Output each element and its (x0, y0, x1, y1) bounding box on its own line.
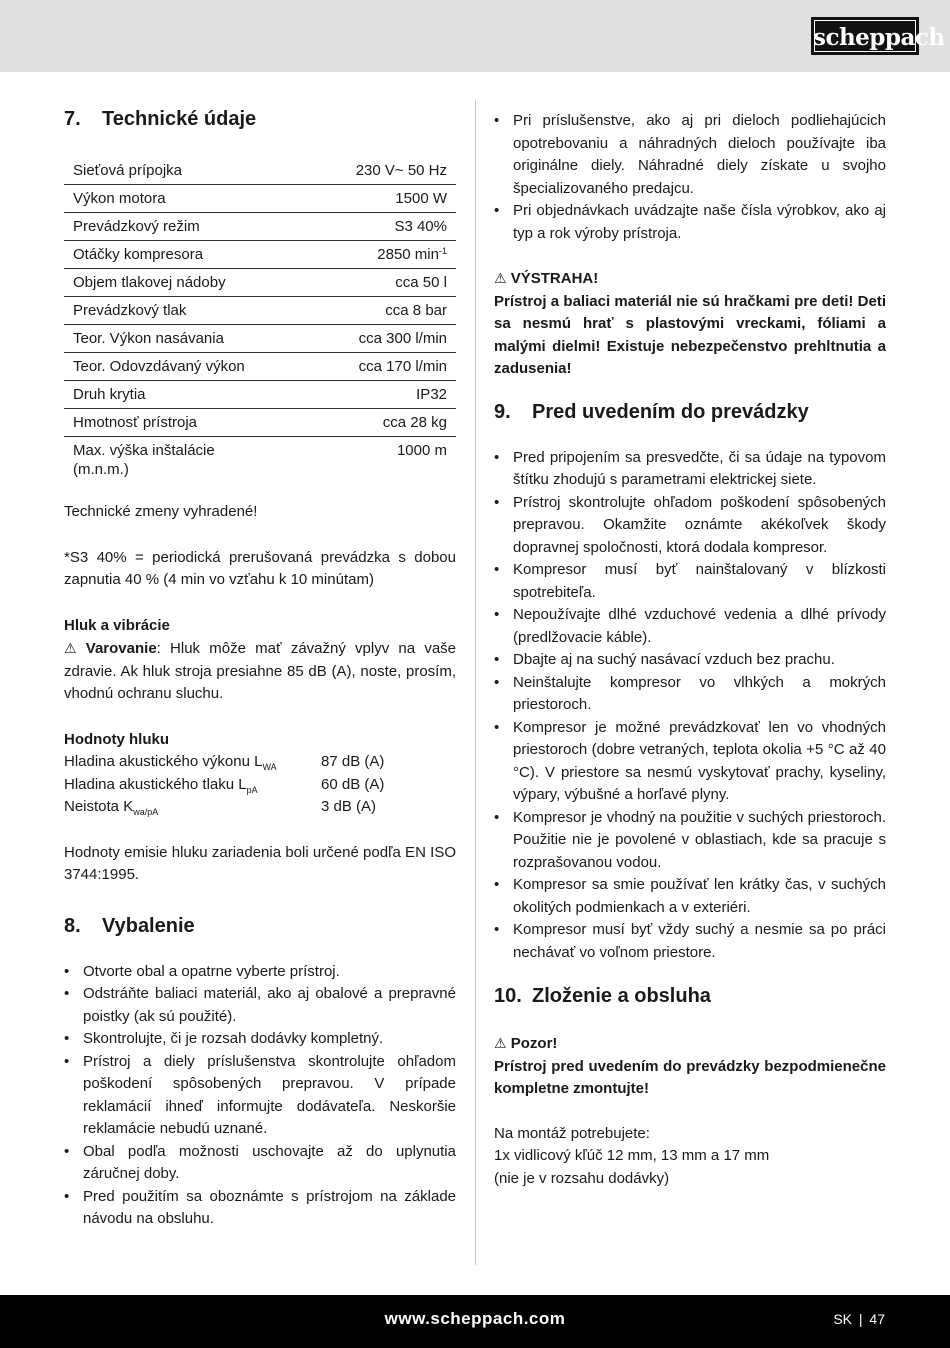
section-number: 9. (494, 400, 511, 423)
spec-table (64, 157, 456, 483)
warning-icon: ⚠ (494, 270, 507, 286)
spec-label: Hmotnosť prístroja (64, 409, 262, 437)
section-title: Vybalenie (102, 914, 195, 937)
caution-text: Prístroj pred uvedením do prevádzky bezpodmienečne kompletne zmontujte! (494, 1057, 886, 1097)
danger-warning-text: Prístroj a baliaci materiál nie sú hračkami pre deti! Deti sa nesmú hrať s plastovými vreckami, fóliami a malými dielmi! Existuje nebezpečenstvo prehltnutia a zadusenia! (494, 292, 886, 377)
spec-row (64, 325, 456, 353)
spec-row (64, 269, 456, 297)
preparation-list (494, 447, 886, 965)
warning-icon: ⚠ (494, 1035, 507, 1051)
s3-note: *S3 40% = periodická prerušovaná prevádzka s dobou zapnutia 40 % (4 min vo vzťahu k 10 minútam) (64, 548, 456, 588)
spec-value-text: cca 28 kg (382, 414, 447, 431)
section-title: Pred uvedením do prevádzky (532, 400, 809, 423)
page-number: 47 (869, 1311, 885, 1327)
spec-label: Teor. Odovzdávaný výkon (64, 353, 262, 381)
warning-text: : Hluk môže mať závažný vplyv na vaše zdravie. Ak hluk stroja presiahne 85 dB (A), noste, prosím, vhodnú ochranu sluchu. (64, 640, 457, 702)
spec-value-text: 1000 m (396, 442, 447, 459)
spec-row (64, 241, 456, 269)
spec-value-text: 230 V~ 50 Hz (355, 162, 447, 179)
noise-values (64, 751, 456, 819)
list-item: • Kompresor musí byť nainštalovaný v blízkosti spotrebiteľa. (494, 559, 886, 604)
noise-label-text: Neistota K (64, 798, 134, 815)
list-item: • Obal podľa možnosti uschovajte až do uplynutia záručnej doby. (64, 1141, 456, 1186)
spec-value (262, 381, 456, 409)
noise-heading: Hluk a vibrácie (64, 616, 170, 634)
noise-label-text: Hladina akustického tlaku L (64, 775, 247, 793)
spec-label: Druh krytia (64, 381, 262, 409)
noise-label (64, 751, 321, 774)
spec-value-text: cca 300 l/min (358, 330, 447, 347)
spec-value-text: cca 170 l/min (358, 358, 447, 375)
spec-label: Otáčky kompresora (64, 241, 262, 269)
parts-list (494, 110, 886, 245)
caution-title-text: Pozor! (510, 1035, 558, 1052)
list-item: • Pri príslušenstve, ako aj pri dieloch podliehajúcich opotrebovaniu a náhradných dieloch používajte iba originálne diely. Náhradné diely získate u svojho špecializovaného predajcu. (494, 110, 886, 200)
left-column (64, 100, 456, 1231)
noise-label-text: Hladina akustického výkonu L (64, 753, 263, 770)
spec-row (64, 297, 456, 325)
noise-value: 3 dB (A) (321, 798, 377, 815)
spec-unit-exponent: -1 (438, 246, 447, 256)
spec-value-text: 1500 W (395, 190, 447, 207)
changes-note: Technické zmeny vyhradené! (64, 503, 258, 520)
column-divider (475, 100, 476, 1265)
noise-values-heading: Hodnoty hluku (64, 730, 169, 748)
spec-value-text: S3 40% (394, 218, 447, 235)
spec-value (262, 409, 456, 437)
spec-value (262, 269, 456, 297)
noise-label-subscript: WA (262, 762, 277, 772)
right-column (494, 100, 886, 1190)
spec-row (64, 157, 456, 185)
list-item: • Pred použitím sa oboznámte s prístrojom na základe návodu na obsluhu. (64, 1186, 456, 1231)
spec-row (64, 381, 456, 409)
list-item: • Kompresor je vhodný na použitie v suchých priestoroch. Použitie nie je povolené v oblastiach, kde sa pracuje s rozprašovanou vodou. (494, 807, 886, 875)
warning-label: Varovanie (85, 640, 157, 657)
spec-value (262, 297, 456, 325)
caution-title (494, 1032, 886, 1056)
spec-label: Teor. Výkon nasávania (64, 325, 262, 353)
noise-label-subscript: pA (246, 784, 258, 795)
spec-value-text: 2850 min (377, 246, 439, 263)
spec-value (262, 437, 456, 484)
spec-label: Prevádzkový režim (64, 213, 262, 241)
list-item: • Nepoužívajte dlhé vzduchové vedenia a dlhé prívody (predlžovacie káble). (494, 604, 886, 649)
noise-value: 87 dB (A) (321, 753, 385, 770)
spec-label: Výkon motora (64, 185, 262, 213)
section-8-heading (64, 915, 456, 938)
spec-label: Prevádzkový tlak (64, 297, 262, 325)
top-bar (0, 0, 950, 72)
noise-label (64, 774, 321, 797)
spec-label: Max. výška inštalácie (m.n.m.) (73, 442, 215, 478)
spec-row (64, 437, 456, 484)
list-item: • Neinštalujte kompresor vo vlhkých a mokrých priestoroch. (494, 672, 886, 717)
language-code: SK (833, 1311, 852, 1327)
list-item: • Prístroj skontrolujte ohľadom poškodení spôsobených prepravou. Okamžite oznámte akékoľvek škody dopravnej spoločnosti, ktorá dodala kompresor. (494, 492, 886, 560)
spec-value-text: IP32 (416, 386, 447, 403)
list-item: • Kompresor je možné prevádzkovať len vo vhodných priestoroch (dobre vetraných, teplota okolia +5 °C až 40 °C). V priestore sa nesmú vyskytovať prachy, kyseliny, výpary, výbušné a horľavé plyny. (494, 717, 886, 807)
spec-value (262, 353, 456, 381)
section-number: 10. (494, 985, 522, 1007)
spec-value-text: cca 50 l (395, 274, 447, 291)
section-10-heading (494, 985, 886, 1008)
spec-value (262, 157, 456, 185)
noise-value: 60 dB (A) (321, 775, 385, 793)
tools-intro: Na montáž potrebujete: (494, 1124, 650, 1142)
list-item: • Pred pripojením sa presvedčte, či sa údaje na typovom štítku zhodujú s parametrami elektrickej siete. (494, 447, 886, 492)
page-indicator: SK | 47 (833, 1311, 885, 1327)
section-number: 8. (64, 914, 81, 937)
noise-label-subscript: wa/pA (133, 807, 159, 817)
noise-label (64, 796, 321, 819)
list-item: • Dbajte aj na suchý nasávací vzduch bez prachu. (494, 649, 886, 672)
spec-value-text: cca 8 bar (385, 302, 447, 319)
danger-warning-title (494, 267, 886, 291)
section-title: Zloženie a obsluha (532, 985, 711, 1007)
spec-row (64, 353, 456, 381)
spec-value (262, 213, 456, 241)
list-item: • Pri objednávkach uvádzajte naše čísla výrobkov, ako aj typ a rok výroby prístroja. (494, 200, 886, 245)
section-number: 7. (64, 108, 81, 130)
list-item: • Otvorte obal a opatrne vyberte prístroj. (64, 961, 456, 984)
list-item: • Odstráňte baliaci materiál, ako aj obalové a prepravné poistky (ak sú použité). (64, 983, 456, 1028)
list-item: • Kompresor sa smie používať len krátky čas, v suchých okolitých podmienkach a v exteriéri. (494, 874, 886, 919)
emission-note: Hodnoty emisie hluku zariadenia boli určené podľa EN ISO 3744:1995. (64, 843, 456, 883)
noise-warning (64, 637, 456, 706)
spec-row (64, 185, 456, 213)
spec-row (64, 409, 456, 437)
warning-icon: ⚠ (64, 640, 77, 656)
section-title: Technické údaje (102, 108, 257, 130)
list-item: • Skontrolujte, či je rozsah dodávky kompletný. (64, 1028, 456, 1051)
unpacking-list (64, 961, 456, 1231)
spec-label: Objem tlakovej nádoby (64, 269, 262, 297)
list-item: • Prístroj a diely príslušenstva skontrolujte ohľadom poškodení spôsobených prepravou. V prípade reklamácií ihneď informujte dodávateľa. Neskoršie reklamácie nebudú uznané. (64, 1051, 456, 1141)
spec-row (64, 213, 456, 241)
tools-line-2: (nie je v rozsahu dodávky) (494, 1169, 670, 1187)
list-item: • Kompresor musí byť vždy suchý a nesmie sa po práci nechávať vo voľnom priestore. (494, 919, 886, 964)
scheppach-logo: scheppach (811, 17, 919, 55)
tools-line-1: 1x vidlicový kľúč 12 mm, 13 mm a 17 mm (494, 1147, 770, 1164)
spec-value (262, 325, 456, 353)
section-7-heading (64, 108, 456, 131)
section-9-heading (494, 401, 886, 424)
warning-title-text: VÝSTRAHA! (510, 270, 599, 287)
spec-value (262, 241, 456, 269)
spec-label: Sieťová prípojka (64, 157, 262, 185)
website-link[interactable]: www.scheppach.com (384, 1309, 566, 1328)
footer (0, 1295, 950, 1348)
spec-value (262, 185, 456, 213)
